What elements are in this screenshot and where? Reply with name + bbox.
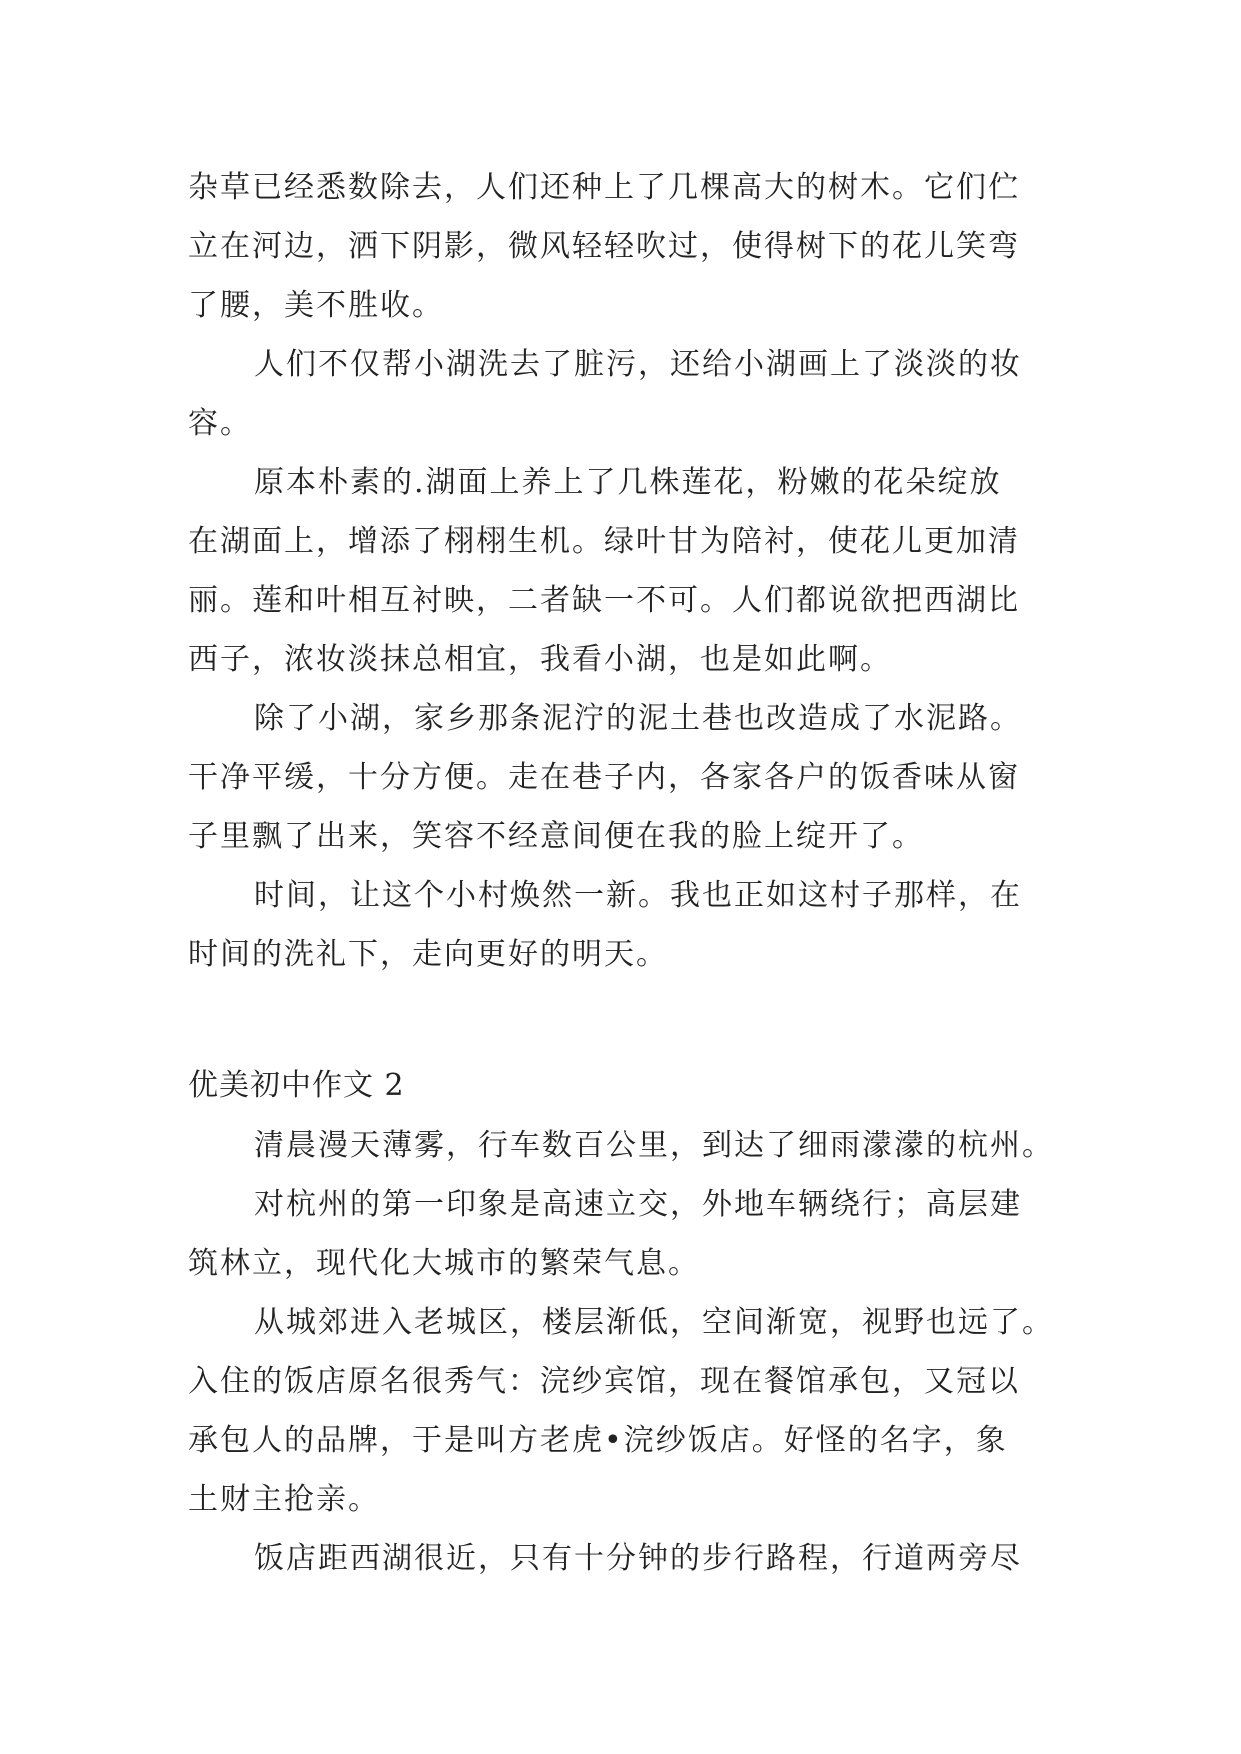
text-line: 杂草已经悉数除去，人们还种上了几棵高大的树木。它们伫 bbox=[188, 170, 1020, 205]
text-line: 西子，浓妆淡抹总相宜，我看小湖，也是如此啊。 bbox=[188, 642, 892, 677]
text-line: 入住的饭店原名很秀气：浣纱宾馆，现在餐馆承包，又冠以 bbox=[188, 1364, 1020, 1399]
text-line: 丽。莲和叶相互衬映，二者缺一不可。人们都说欲把西湖比 bbox=[188, 583, 1020, 618]
paragraph-start: 清晨漫天薄雾，行车数百公里，到达了细雨濛濛的杭州。 bbox=[254, 1128, 1054, 1163]
text-line: 时间的洗礼下，走向更好的明天。 bbox=[188, 937, 668, 972]
text-line: 在湖面上，增添了栩栩生机。绿叶甘为陪衬，使花儿更加清 bbox=[188, 524, 1020, 559]
text-line: 承包人的品牌，于是叫方老虎•浣纱饭店。好怪的名字，象 bbox=[188, 1423, 1008, 1458]
text-line: 筑林立，现代化大城市的繁荣气息。 bbox=[188, 1246, 700, 1281]
text-line: 立在河边，洒下阴影，微风轻轻吹过，使得树下的花儿笑弯 bbox=[188, 229, 1020, 264]
paragraph-start: 从城郊进入老城区，楼层渐低，空间渐宽，视野也远了。 bbox=[254, 1305, 1054, 1340]
text-line: 子里飘了出来，笑容不经意间便在我的脸上绽开了。 bbox=[188, 819, 924, 854]
text-line: 容。 bbox=[188, 406, 252, 441]
paragraph-start: 对杭州的第一印象是高速立交，外地车辆绕行；高层建 bbox=[254, 1187, 1022, 1222]
paragraph-start: 时间，让这个小村焕然一新。我也正如这村子那样，在 bbox=[254, 878, 1022, 913]
section-title: 优美初中作文 2 bbox=[188, 1068, 405, 1103]
text-line: 土财主抢亲。 bbox=[188, 1482, 380, 1517]
text-line: 干净平缓，十分方便。走在巷子内，各家各户的饭香味从窗 bbox=[188, 760, 1020, 795]
text-line: 了腰，美不胜收。 bbox=[188, 288, 444, 323]
paragraph-start: 原本朴素的.湖面上养上了几株莲花，粉嫩的花朵绽放 bbox=[254, 465, 1002, 500]
section-gap bbox=[188, 984, 1068, 1056]
paragraph-start: 人们不仅帮小湖洗去了脏污，还给小湖画上了淡淡的妆 bbox=[254, 347, 1022, 382]
paragraph-start: 饭店距西湖很近，只有十分钟的步行路程，行道两旁尽 bbox=[254, 1541, 1022, 1576]
document-body bbox=[188, 158, 1068, 1588]
paragraph-start: 除了小湖，家乡那条泥泞的泥土巷也改造成了水泥路。 bbox=[254, 701, 1022, 736]
